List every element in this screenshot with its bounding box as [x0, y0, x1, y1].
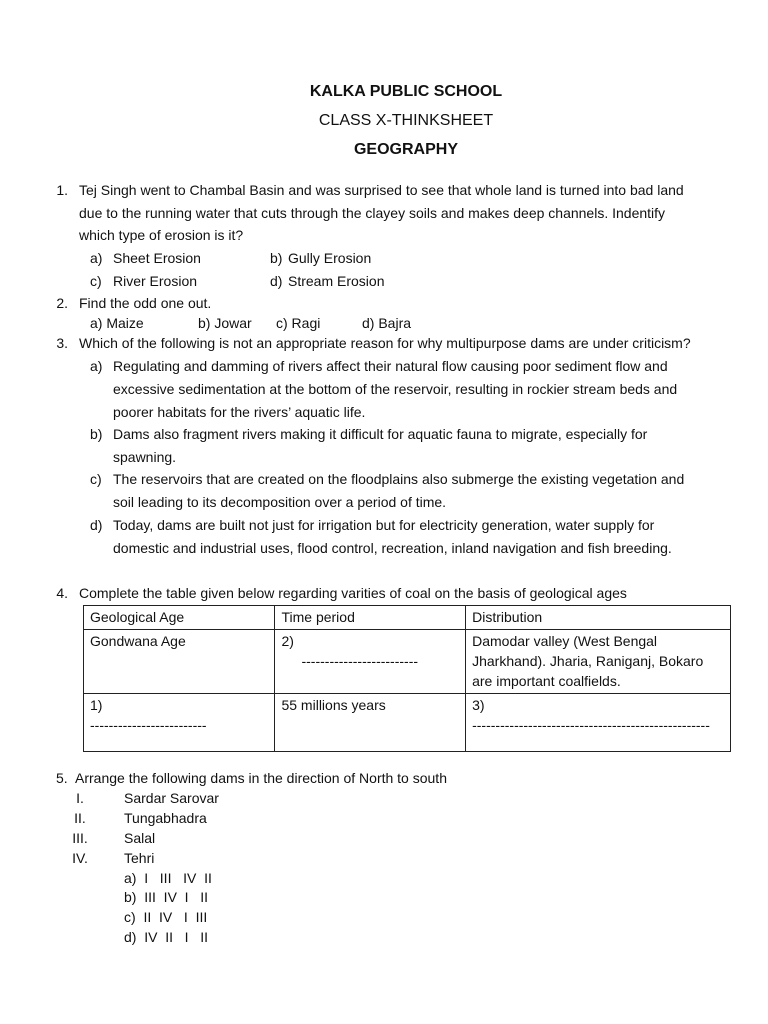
q3-option-a-label: a) — [90, 358, 103, 374]
q5-item-3-name: Salal — [124, 830, 156, 846]
age-blank: ------------------------- — [90, 717, 207, 733]
q1-number: 1. — [56, 182, 68, 198]
q5-item-3 — [60, 829, 100, 847]
roman-numeral: IV. — [72, 850, 88, 866]
roman-numeral: I. — [76, 790, 84, 806]
q5-item-4-name: Tehri — [124, 850, 155, 866]
q5-number: 5. — [56, 770, 68, 786]
table-cell-distribution — [466, 630, 731, 694]
q3-text: Which of the following is not an appropriate reason for why multipurpose dams are under criticism? — [79, 335, 691, 351]
q3-option-c-label: c) — [90, 471, 102, 487]
q1-option-a: Sheet Erosion — [113, 250, 201, 266]
q5-item-4 — [60, 849, 100, 867]
q1-line-3: which type of erosion is it? — [79, 227, 244, 243]
q3-option-b-label: b) — [90, 426, 103, 442]
table-cell-distribution — [466, 694, 731, 752]
q1-option-a-label: a) — [90, 250, 103, 266]
period-blank: ------------------------- — [301, 653, 419, 669]
subject-title: GEOGRAPHY — [353, 141, 458, 158]
sheet-title: CLASS X-THINKSHEET — [318, 112, 494, 129]
q5-item-1 — [60, 789, 100, 807]
q1-option-c-label: c) — [90, 273, 102, 289]
q2-number: 2. — [56, 295, 68, 311]
q2-option-b: b) Jowar — [198, 315, 252, 331]
q2-option-a: a) Maize — [90, 315, 144, 331]
table-header-row — [84, 606, 731, 630]
q4-text: Complete the table given below regarding varities of coal on the basis of geological ages — [79, 585, 627, 601]
q3-option-d-line-1: Today, dams are built not just for irrigation but for electricity generation, water supply for — [113, 517, 655, 533]
q2-option-d: d) Bajra — [362, 315, 412, 331]
q5-option-c: c) II IV I III — [124, 909, 208, 925]
q3-option-d-line-2: domestic and industrial uses, flood control, recreation, inland navigation and fish breeding. — [113, 540, 672, 556]
roman-numeral: II. — [74, 810, 86, 826]
distribution-blank: --------------------------------------------------- — [472, 717, 710, 733]
school-name: KALKA PUBLIC SCHOOL — [309, 83, 503, 100]
table-header-cell: Time period — [275, 606, 466, 630]
q1-option-b-label: b) — [270, 250, 283, 266]
q5-text: Arrange the following dams in the direction of North to south — [75, 770, 447, 786]
q3-option-a-line-1: Regulating and damming of rivers affect their natural flow causing poor sediment flow and — [113, 358, 668, 374]
distribution-number: 3) — [472, 697, 485, 713]
table-cell-period: 55 millions years — [275, 694, 466, 752]
q1-option-b: Gully Erosion — [288, 250, 372, 266]
q4-number: 4. — [56, 585, 68, 601]
coal-table — [83, 605, 731, 752]
table-cell-age: Gondwana Age — [84, 630, 275, 694]
distribution-line-1: Damodar valley (West Bengal — [472, 633, 658, 649]
q1-option-d-label: d) — [270, 273, 283, 289]
q3-number: 3. — [56, 335, 68, 351]
q1-line-1: Tej Singh went to Chambal Basin and was surprised to see that whole land is turned into bad land — [79, 182, 684, 198]
q5-item-1-name: Sardar Sarovar — [124, 790, 219, 806]
q1-option-c: River Erosion — [113, 273, 198, 289]
table-header-cell: Geological Age — [84, 606, 275, 630]
q5-item-2 — [60, 809, 100, 827]
q1-option-d: Stream Erosion — [288, 273, 385, 289]
period-number: 2) — [281, 633, 294, 649]
q3-option-d-label: d) — [90, 517, 103, 533]
q5-item-2-name: Tungabhadra — [124, 810, 207, 826]
q3-option-a-line-2: excessive sedimentation at the bottom of the reservoir, resulting in rockier stream beds and — [113, 381, 678, 397]
q5-option-d: d) IV II I II — [124, 929, 209, 945]
table-row — [84, 630, 731, 694]
q3-option-c-line-2: soil leading to its decomposition over a period of time. — [113, 494, 447, 510]
q3-option-b-line-2: spawning. — [113, 449, 177, 465]
q3-option-b-line-1: Dams also fragment rivers making it difficult for aquatic fauna to migrate, especially for — [113, 426, 648, 442]
distribution-line-2: Jharkhand). Jharia, Raniganj, Bokaro — [472, 653, 704, 669]
table-header-cell: Distribution — [466, 606, 731, 630]
q2-text: Find the odd one out. — [79, 295, 212, 311]
q3-option-a-line-3: poorer habitats for the rivers’ aquatic life. — [113, 404, 366, 420]
q1-line-2: due to the running water that cuts through the clayey soils and makes deep channels. Indentify — [79, 205, 666, 221]
table-cell-age — [84, 694, 275, 752]
roman-numeral: III. — [72, 830, 88, 846]
table-row — [84, 694, 731, 752]
age-number: 1) — [90, 697, 103, 713]
q2-option-c: c) Ragi — [276, 315, 321, 331]
q5-option-b: b) III IV I II — [124, 889, 209, 905]
q5-option-a: a) I III IV II — [124, 870, 212, 886]
table-cell-period — [275, 630, 466, 694]
q3-option-c-line-1: The reservoirs that are created on the floodplains also submerge the existing vegetation and — [113, 471, 685, 487]
distribution-line-3: are important coalfields. — [472, 673, 621, 689]
